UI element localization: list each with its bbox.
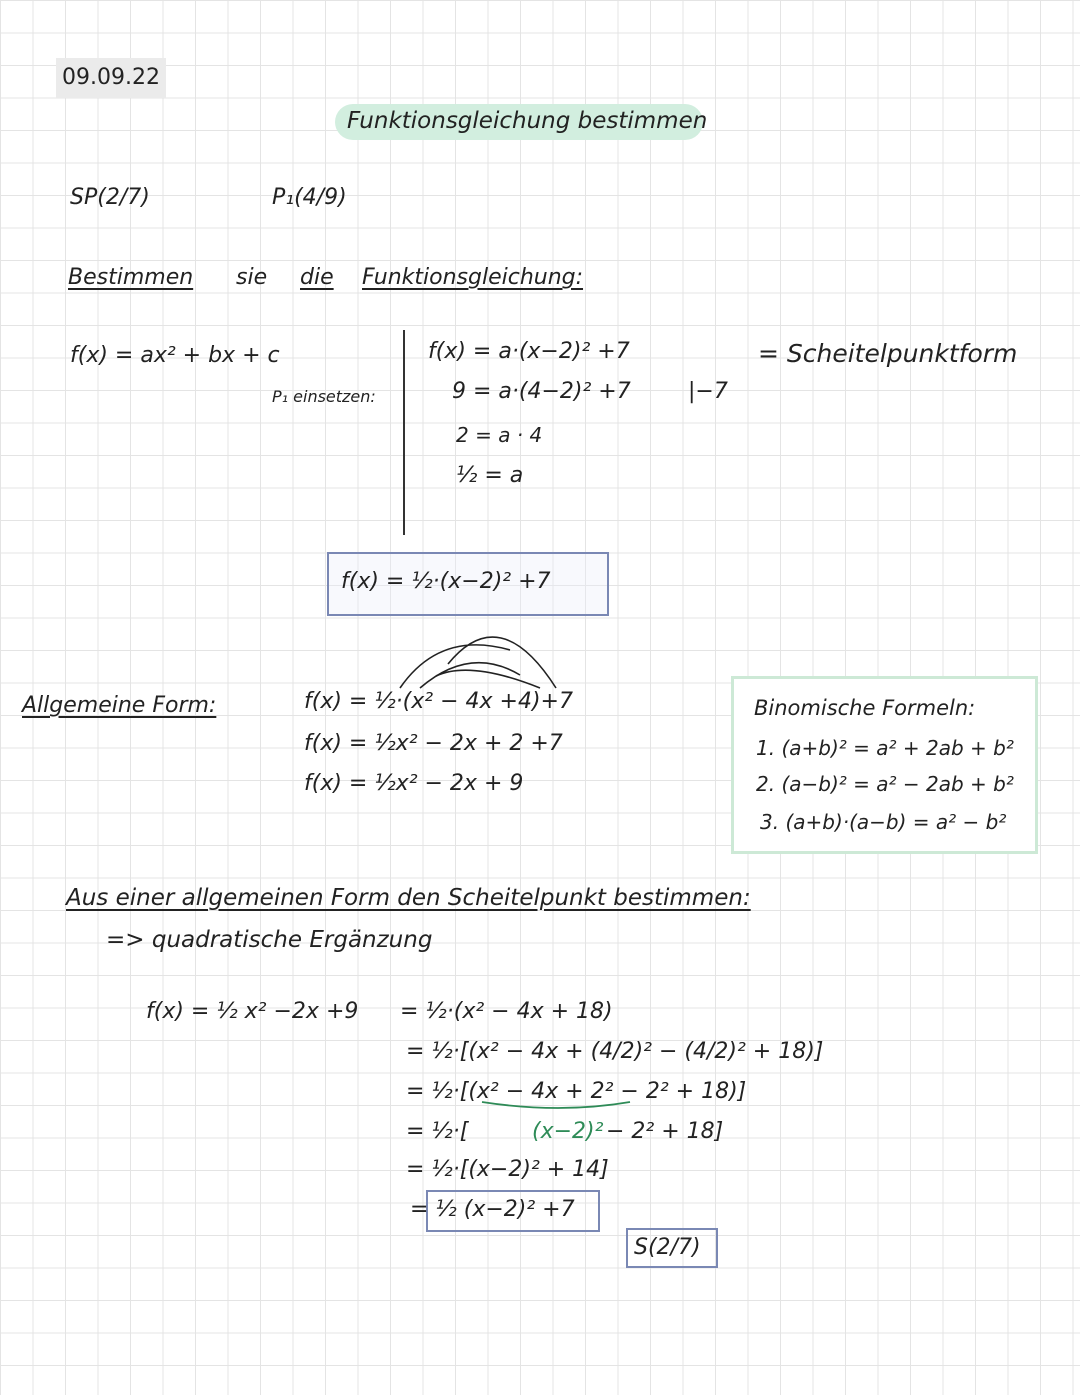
completion-line-3: = ½·[(x² − 4x + 2² − 2² + 18)] [406,1079,747,1104]
section-subheading: => quadratische Ergänzung [106,927,433,953]
completion-line-4c: − 2² + 18] [606,1119,724,1144]
point-p1: P₁(4/9) [272,185,347,210]
expansion-arc-3 [436,670,540,688]
completion-line-4b: (x−2)² [532,1119,604,1144]
completion-line-4a: = ½·[ [406,1119,469,1144]
task-word-bestimmen: Bestimmen [68,265,194,290]
calc-line-1: f(x) = a·(x−2)² +7 [428,339,630,364]
general-form-line-1: f(x) = ½·(x² − 4x +4)+7 [304,689,573,714]
insert-label: P₁ einsetzen: [272,387,376,406]
calc-line-2: 9 = a·(4−2)² +7 [452,379,631,404]
general-equation: f(x) = ax² + bx + c [70,343,280,368]
completion-line-1: = ½·(x² − 4x + 18) [400,999,613,1024]
green-brace [482,1102,630,1108]
expansion-arc-4 [448,637,556,688]
general-form-line-3: f(x) = ½x² − 2x + 9 [304,771,524,796]
general-form-label: Allgemeine Form: [22,693,217,718]
binomial-line-2: 2. (a−b)² = a² − 2ab + b² [756,772,1014,796]
page-title: Funktionsgleichung bestimmen [347,108,708,134]
calc-line-4: ½ = a [456,463,524,488]
binomial-line-1: 1. (a+b)² = a² + 2ab + b² [756,736,1014,760]
vertex-result: S(2/7) [634,1235,701,1260]
date: 09.09.22 [62,65,160,90]
completion-line-5: = ½·[(x−2)² + 14] [406,1157,609,1182]
task-word-die: die [300,265,334,290]
completion-lhs: f(x) = ½ x² −2x +9 [146,999,359,1024]
calc-line-3: 2 = a · 4 [456,423,543,447]
task-word-funktionsgleichung: Funktionsgleichung: [362,265,584,290]
completion-line-6: = ½ (x−2)² +7 [410,1197,575,1222]
vertex-point: SP(2/7) [70,185,150,210]
binomial-title: Binomische Formeln: [754,696,976,720]
task-word-sie: sie [236,265,268,290]
result-equation: f(x) = ½·(x−2)² +7 [341,569,551,594]
vertex-form-label: = Scheitelpunktform [758,339,1018,368]
binomial-line-3: 3. (a+b)·(a−b) = a² − b² [760,810,1007,834]
calc-operation: |−7 [688,379,728,404]
completion-line-2: = ½·[(x² − 4x + (4/2)² − (4/2)² + 18)] [406,1039,824,1064]
section-heading: Aus einer allgemeinen Form den Scheitelpunkt bestimmen: [66,885,751,911]
general-form-line-2: f(x) = ½x² − 2x + 2 +7 [304,731,563,756]
